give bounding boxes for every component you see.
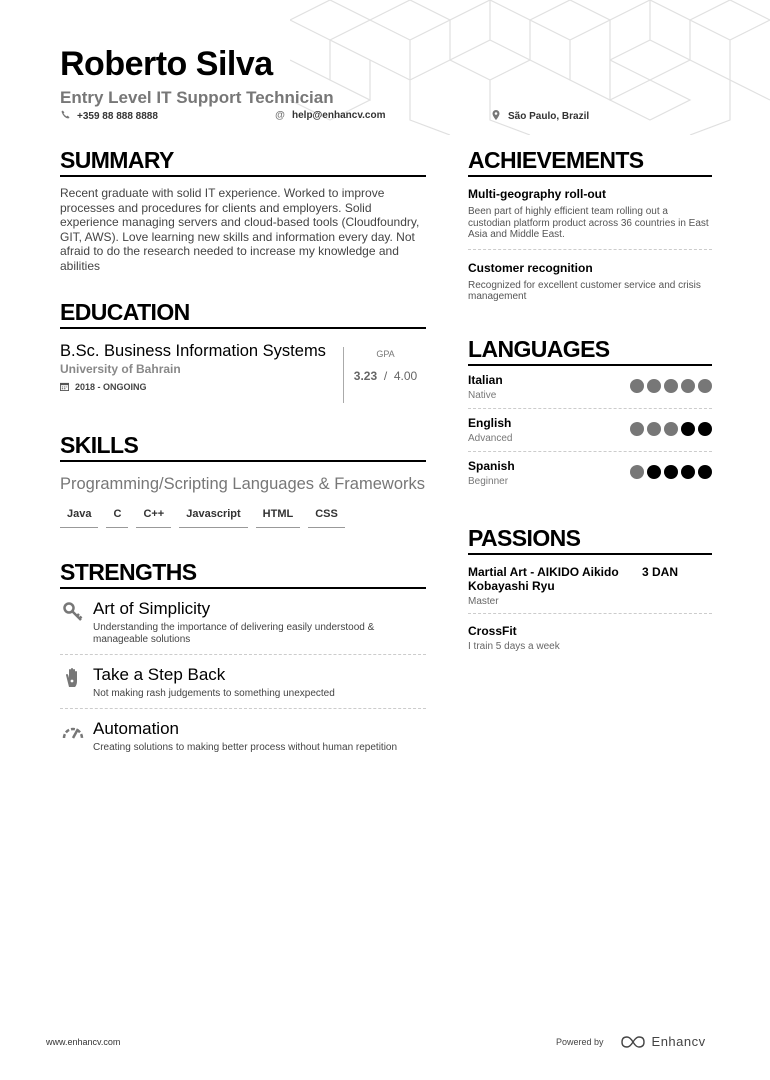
achievement-description: Been part of highly efficient team rolling out a custodian platform product across 36 countries in East Asia and Middle East.	[468, 206, 709, 240]
rating-dot-filled	[630, 379, 644, 393]
job-title: Entry Level IT Support Technician	[60, 88, 334, 107]
section-title: ACHIEVEMENTS	[468, 147, 644, 173]
language-item	[468, 366, 712, 409]
left-column	[60, 146, 426, 762]
proficiency-dots	[630, 465, 712, 479]
section-title: STRENGTHS	[60, 558, 197, 585]
skill-tag: C	[106, 508, 128, 528]
language-name: Italian	[468, 372, 503, 387]
gauge-icon	[62, 721, 84, 743]
right-column	[468, 146, 712, 658]
school-name: University of Bahrain	[60, 361, 181, 376]
passion-description: Master	[468, 595, 499, 607]
skill-tag: C++	[136, 508, 171, 528]
rating-dot-filled	[698, 379, 712, 393]
passions-section	[468, 524, 712, 658]
strength-title: Take a Step Back	[93, 664, 226, 684]
passion-title: Martial Art - AIKIDO Aikido Kobayashi Ryu	[468, 564, 619, 593]
rating-dot-filled	[664, 422, 678, 436]
rating-dot-filled	[681, 379, 695, 393]
rating-dot-empty	[698, 422, 712, 436]
section-title: EDUCATION	[60, 298, 190, 325]
strength-description: Understanding the importance of delivering easily understood & manageable solutions	[93, 621, 375, 645]
skill-tag: Javascript	[179, 508, 247, 528]
passion-item	[468, 614, 712, 658]
rating-dot-empty	[681, 422, 695, 436]
passion-value: 3 DAN	[642, 564, 679, 579]
hand-icon	[62, 667, 84, 689]
brand-logo[interactable]: Enhancv	[620, 1034, 706, 1049]
proficiency-dots	[630, 379, 712, 393]
section-divider	[60, 175, 426, 177]
rating-dot-empty	[647, 465, 661, 479]
passion-title: CrossFit	[468, 623, 517, 638]
footer-branding	[556, 1034, 706, 1049]
rating-dot-filled	[647, 422, 661, 436]
skill-tag: Java	[60, 508, 98, 528]
strength-description: Not making rash judgements to something unexpected	[93, 687, 335, 699]
section-title: LANGUAGES	[468, 335, 610, 362]
skill-tag: HTML	[256, 508, 301, 528]
contact-email[interactable]: @ help@enhancv.com	[275, 110, 386, 121]
achievement-title: Customer recognition	[468, 260, 593, 275]
achievement-item	[468, 177, 712, 250]
rating-dot-filled	[647, 379, 661, 393]
language-item	[468, 409, 712, 452]
achievement-item	[468, 250, 712, 311]
rating-dot-empty	[698, 465, 712, 479]
language-name: Spanish	[468, 458, 515, 473]
skills-section	[60, 431, 426, 528]
section-divider	[60, 460, 426, 462]
section-title: PASSIONS	[468, 524, 581, 551]
gpa-label: GPA	[376, 348, 395, 359]
achievement-title: Multi-geography roll-out	[468, 187, 606, 201]
contact-phone[interactable]: +359 88 888 8888	[60, 110, 158, 122]
section-divider	[60, 327, 426, 329]
calendar-icon	[60, 382, 69, 393]
strength-item	[60, 655, 426, 709]
strength-description: Creating solutions to making better process without human repetition	[93, 741, 398, 753]
language-level: Native	[468, 389, 497, 401]
strength-item	[60, 589, 426, 655]
key-icon	[62, 601, 84, 623]
education-dates: 2018 - ONGOING	[60, 382, 426, 393]
gpa-value: 3.23 / 4.00	[353, 368, 418, 383]
achievement-description: Recognized for excellent customer service and crisis management	[468, 279, 701, 302]
enhancv-logo-icon	[620, 1035, 646, 1049]
contact-bar	[60, 110, 720, 126]
passion-item	[468, 555, 712, 614]
language-item	[468, 452, 712, 494]
education-entry	[60, 341, 426, 413]
rating-dot-filled	[664, 379, 678, 393]
summary-text: Recent graduate with solid IT experience. Worked to improve processes and procedures for clients and employers. Solid experience managing servers and cloud-based tools (Cloudfoundry, GIT, AWS). Love learning new skills and information every day. Not afraid to do the research needed to increase my knowledge and abilities	[60, 186, 420, 273]
rating-dot-filled	[630, 465, 644, 479]
strengths-section	[60, 558, 426, 762]
gpa-box	[343, 347, 427, 403]
resume-header	[60, 44, 720, 126]
strength-title: Art of Simplicity	[93, 598, 211, 618]
passion-description: I train 5 days a week	[468, 640, 560, 652]
rating-dot-filled	[630, 422, 644, 436]
section-title: SUMMARY	[60, 147, 174, 173]
location-pin-icon	[491, 110, 501, 123]
language-level: Beginner	[468, 475, 509, 487]
skill-group-title: Programming/Scripting Languages & Frameworks	[60, 474, 425, 493]
language-level: Advanced	[468, 432, 513, 444]
achievements-section	[468, 146, 712, 311]
footer-website[interactable]: www.enhancv.com	[46, 1037, 121, 1047]
section-title: SKILLS	[60, 431, 139, 458]
strength-item	[60, 709, 426, 762]
at-sign-icon: @	[275, 110, 285, 121]
languages-section	[468, 335, 712, 494]
contact-location: São Paulo, Brazil	[491, 110, 589, 123]
powered-by-label: Powered by	[556, 1036, 604, 1047]
phone-icon	[60, 110, 70, 122]
strength-title: Automation	[93, 718, 179, 738]
education-section	[60, 298, 426, 413]
skill-tag: CSS	[308, 508, 345, 528]
proficiency-dots	[630, 422, 712, 436]
language-name: English	[468, 415, 512, 430]
rating-dot-empty	[664, 465, 678, 479]
candidate-name: Roberto Silva	[60, 45, 273, 83]
skill-tags	[60, 508, 426, 528]
degree: B.Sc. Business Information Systems	[60, 341, 326, 360]
rating-dot-empty	[681, 465, 695, 479]
summary-section	[60, 146, 426, 274]
